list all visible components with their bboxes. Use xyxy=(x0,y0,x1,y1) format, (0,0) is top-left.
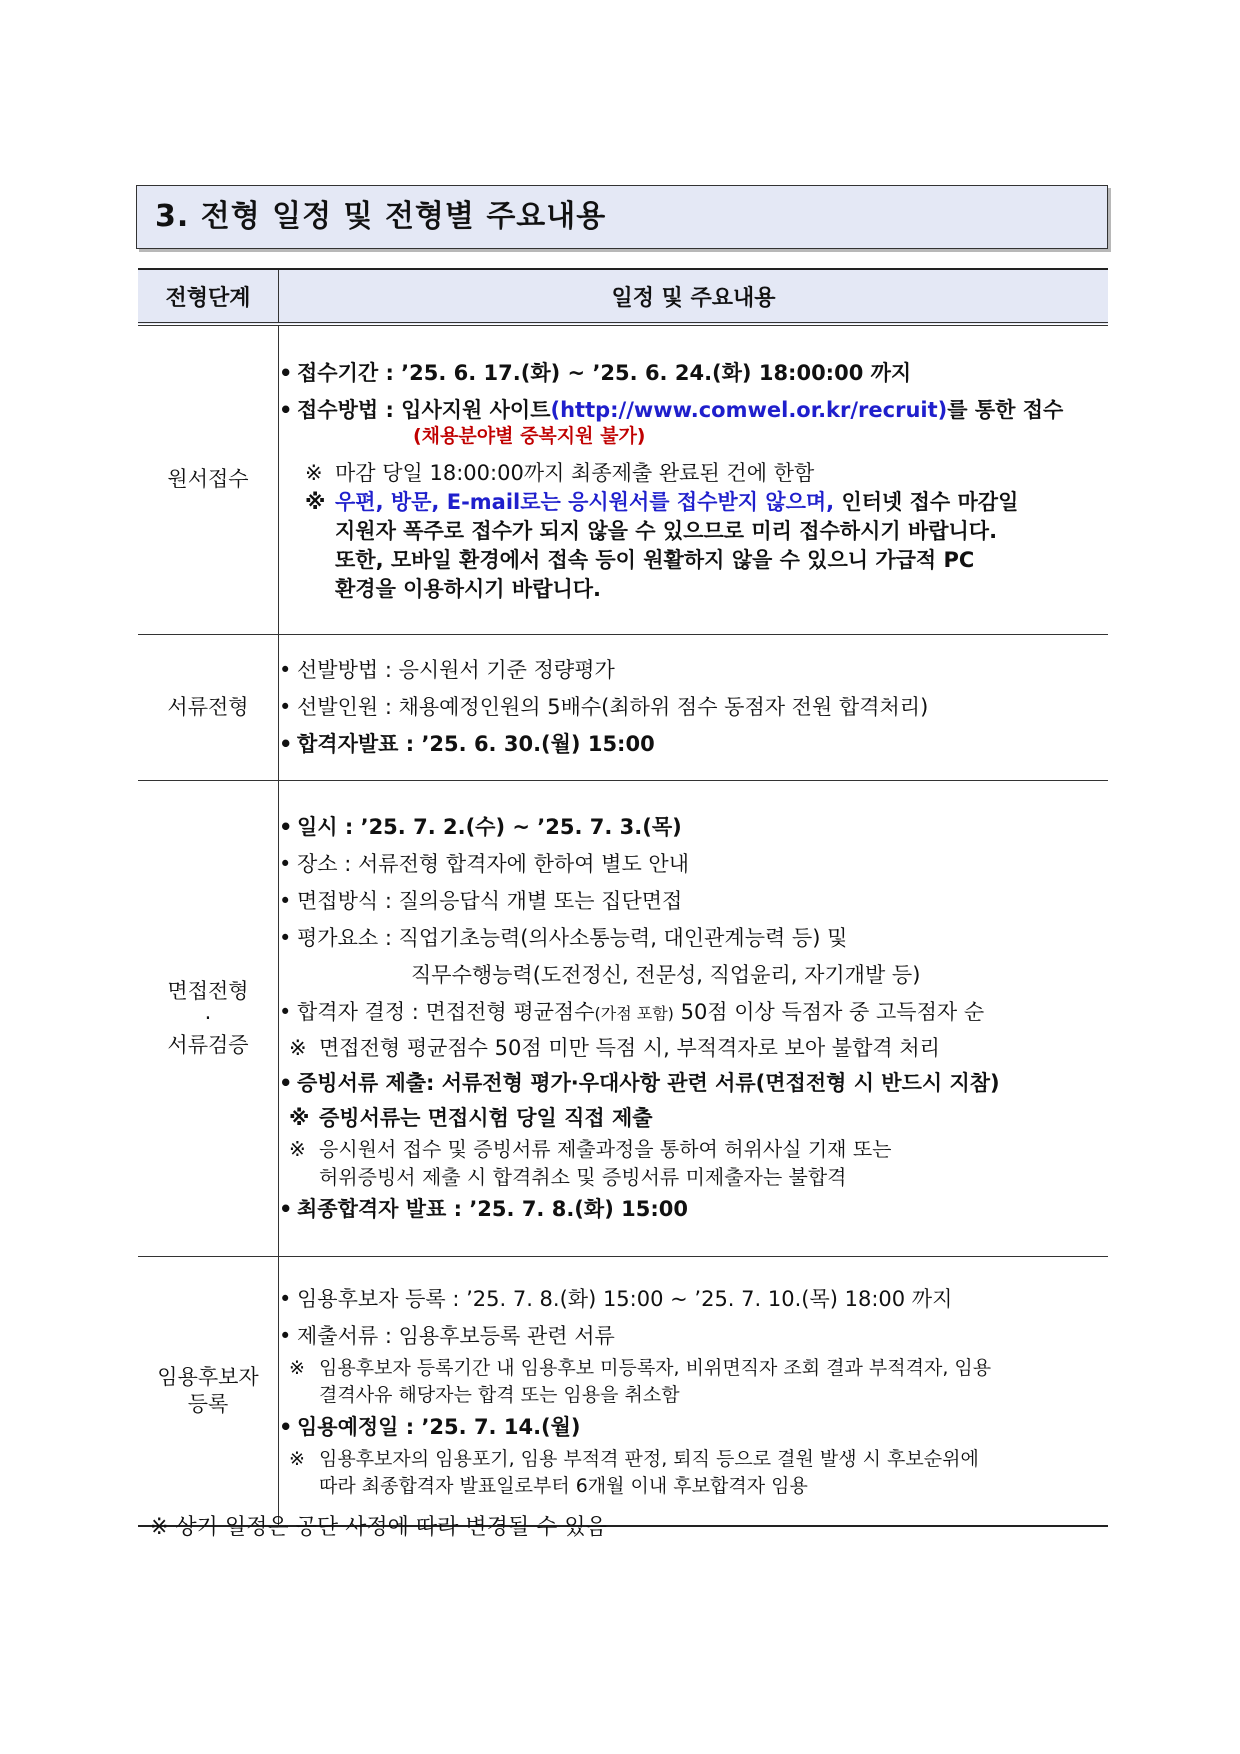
note: ※ 임용후보자 등록기간 내 임용후보 미등록자, 비위면직자 조회 결과 부적격자, 임용 결격사유 해당자는 합격 또는 임용을 취소함 xyxy=(289,1357,992,1407)
list-item: • 임용후보자 등록 : ’25. 7. 8.(화) 15:00 ~ ’25. 7. 10.(목) 18:00 까지 xyxy=(279,1287,953,1312)
stage-interview: 면접전형 · 서류검증 xyxy=(138,780,279,1256)
note: ※ 임용후보자의 임용포기, 임용 부적격 판정, 퇴직 등으로 결원 발생 시 후보순위에 따라 최종합격자 발표일로부터 6개월 이내 후보합격자 임용 xyxy=(289,1448,979,1498)
list-item: • 합격자 결정 : 면접전형 평균점수(가점 포함) 50점 이상 득점자 중 고득점자 순 xyxy=(279,999,985,1024)
list-item-continuation: 직무수행능력(도전정신, 전문성, 직업윤리, 자기개발 등) xyxy=(411,962,921,987)
content-registration xyxy=(279,1256,1109,1526)
table-row xyxy=(138,780,1108,1256)
list-item: • 제출서류 : 임용후보등록 관련 서류 xyxy=(279,1324,615,1349)
list-item: • 평가요소 : 직업기초능력(의사소통능력, 대인관계능력 등) 및 xyxy=(279,925,848,950)
note: ※ 응시원서 접수 및 증빙서류 제출과정을 통하여 허위사실 기재 또는 허위증빙서 제출 시 합격취소 및 증빙서류 미제출자는 불합격 xyxy=(289,1136,892,1189)
list-item: • 면접방식 : 질의응답식 개별 또는 집단면접 xyxy=(279,888,683,913)
list-item: • 증빙서류 제출: 서류전형 평가·우대사항 관련 서류(면접전형 시 반드시 지참) xyxy=(279,1070,1000,1095)
table-row xyxy=(138,1256,1108,1526)
note: ※ 마감 당일 18:00:00까지 최종제출 완료된 건에 한함 xyxy=(305,461,815,486)
header-content: 일정 및 주요내용 xyxy=(279,269,1109,324)
list-item: • 선발인원 : 채용예정인원의 5배수(최하위 점수 동점자 전원 합격처리) xyxy=(279,694,929,719)
list-item: • 일시 : ’25. 7. 2.(수) ~ ’25. 7. 3.(목) xyxy=(279,814,682,839)
table-row xyxy=(138,634,1108,780)
list-item: • 장소 : 서류전형 합격자에 한하여 별도 안내 xyxy=(279,851,689,876)
footer-note: ※ 상기 일정은 공단 사정에 따라 변경될 수 있음 xyxy=(150,1515,607,1540)
note: ※ 증빙서류는 면접시험 당일 직접 제출 xyxy=(289,1105,653,1130)
schedule-table xyxy=(138,268,1108,1527)
section-title: 3. 전형 일정 및 전형별 주요내용 xyxy=(136,185,1108,249)
list-item: • 최종합격자 발표 : ’25. 7. 8.(화) 15:00 xyxy=(279,1196,688,1221)
table-row xyxy=(138,324,1108,634)
table-header-row xyxy=(138,269,1108,324)
header-stage: 전형단계 xyxy=(138,269,279,324)
note: ※ 면접전형 평균점수 50점 미만 득점 시, 부적격자로 보아 불합격 처리 xyxy=(289,1035,940,1060)
stage-registration: 임용후보자 등록 xyxy=(138,1256,279,1526)
list-item: • 접수방법 : 입사지원 사이트(http://www.comwel.or.kr/recruit)를 통한 접수 xyxy=(279,398,1064,423)
list-item: • 접수기간 : ’25. 6. 17.(화) ~ ’25. 6. 24.(화) 18:00:00 까지 xyxy=(279,361,912,386)
list-item: • 임용예정일 : ’25. 7. 14.(월) xyxy=(279,1415,581,1440)
no-duplicate-note: (채용분야별 중복지원 불가) xyxy=(413,425,646,448)
list-item: • 합격자발표 : ’25. 6. 30.(월) 15:00 xyxy=(279,731,655,756)
content-document xyxy=(279,634,1109,780)
list-item: • 선발방법 : 응시원서 기준 정량평가 xyxy=(279,657,615,682)
content-application xyxy=(279,324,1109,634)
stage-document: 서류전형 xyxy=(138,634,279,780)
note: ※ 우편, 방문, E-mail로는 응시원서를 접수받지 않으며, 인터넷 접수 마감일 지원자 폭주로 접수가 되지 않을 수 있으므로 미리 접수하시기 바랍니다. 또한, 모바일 환경에서 접속 등이 원활하지 않을 수 있으니 가급적 PC 환경을 이용하시기 바랍니다. xyxy=(305,490,1019,602)
stage-application: 원서접수 xyxy=(138,324,279,634)
content-interview xyxy=(279,780,1109,1256)
recruit-url: (http://www.comwel.or.kr/recruit) xyxy=(550,398,948,423)
